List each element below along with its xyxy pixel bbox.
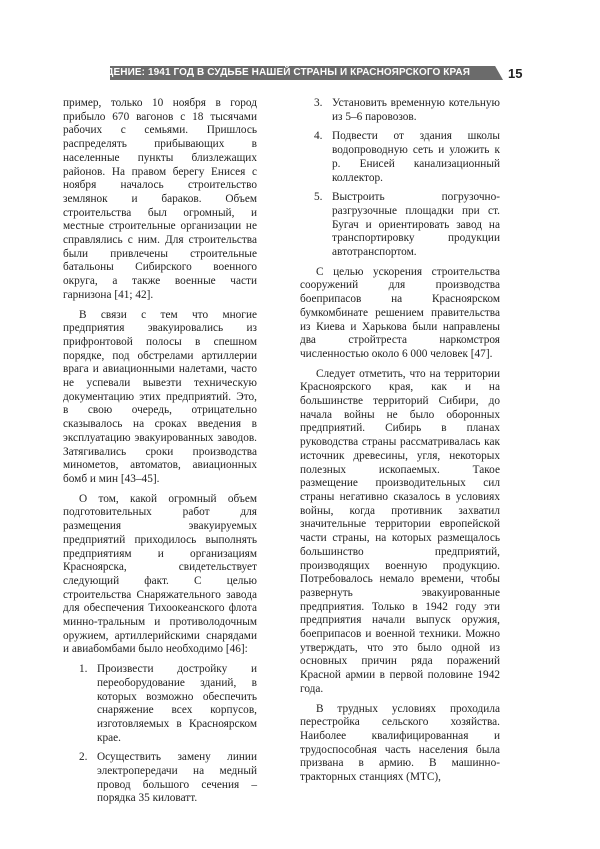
- page-number: 15: [508, 66, 523, 81]
- list-item: [314, 191, 500, 260]
- list-number: 1.: [79, 663, 88, 676]
- list-number: 3.: [314, 97, 323, 109]
- list-number: 2.: [79, 751, 88, 764]
- list-item-text: Осуществить замену линии электропередачи на медный провод большого сечения – порядка 35 киловатт.: [97, 751, 257, 805]
- paragraph: О том, какой огромный объем подготовительных работ для размещения эвакуируемых предприятий приходилось выполнять предприятиям и организациям Красноярска, свидетельствует следующий факт. С целью строительства Снаряжательного завода для обеспечения Тихоокеанского флота минно-тральным и противолодочным оружием, артиллерийскими снарядами и авиабомбами было необходимо [46]:: [63, 492, 257, 656]
- list-item: [79, 751, 257, 806]
- list-number: 4.: [314, 130, 323, 143]
- numbered-list: [79, 663, 257, 806]
- left-column: [63, 97, 257, 812]
- list-item: [314, 97, 500, 124]
- right-column: [300, 97, 500, 791]
- numbered-list: [314, 97, 500, 260]
- list-item: [79, 663, 257, 745]
- list-item-text: Произвести достройку и переоборудование зданий, в которых возможно обеспечить снаряжение всех корпусов, изготовляемых в Красноярском крае.: [97, 663, 257, 744]
- paragraph: С целью ускорения строительства сооружений для производства боеприпасов на Красноярском бумкомбинате решением правительства из Киева и Харькова были направлены два стройтреста наркомстроя численностью около 6 000 человек [47].: [300, 265, 500, 360]
- list-number: 5.: [314, 191, 323, 204]
- paragraph: Следует отметить, что на территории Красноярского края, как и на большинстве территорий Сибири, до начала войны не было оборонных предприятий. Сибирь в планах руководства страны рассматривалась как источник древесины, угля, некоторых полезных ископаемых. Такое размещение производительных сил страны негативно сказалось в условиях войны, когда противник захватил значительные территории европейской части страны, на которых размещалось большинство предприятий, производящих военную продукцию. Потребовалось немало времени, чтобы развернуть эвакуированные предприятия. Только в 1942 году эти предприятия начали выпуск оружия, боеприпасов и военной техники. Можно утверждать, что это было одной из основных причин ряда поражений Красной армии в первой половине 1942 года.: [300, 367, 500, 695]
- list-item-text: Выстроить погрузочно-разгрузочные площадки при ст. Бугач и ориентировать завод на транспортировку продукции автотранспортом.: [332, 191, 500, 259]
- paragraph: В трудных условиях проходила перестройка сельского хозяйства. Наиболее квалифицированная и трудоспособная часть населения была призвана в армию. В машинно-тракторных станциях (МТС),: [300, 702, 500, 784]
- list-item: [314, 130, 500, 185]
- list-item-text: Подвести от здания школы водопроводную сеть и уложить к р. Енисей канализационный коллектор.: [332, 130, 500, 184]
- paragraph: В связи с тем что многие предприятия эвакуировались из прифронтовой полосы в спешном порядке, под обстрелами артиллерии врага и авиационными налетами, часто не успевали вывезти техническую документацию этих предприятий. Это, в свою очередь, отрицательно сказывалось на сроках введения в эксплуатацию эвакуированных заводов. Затягивались сроки производства минометов, автоматов, авиационных бомб и мин [43–45].: [63, 308, 257, 485]
- paragraph: пример, только 10 ноября в город прибыло 670 вагонов с 18 тысячами рабочих с семьями. Пришлось распределять прибывающих в населенные пункты близлежащих районов. На правом берегу Енисея с ноября началось строительство землянок и бараков. Объем строительства был огромный, и местные строительные организации не справлялись с ним. Для строительства были привлечены строительные батальоны Сибирского военного округа, а также военные части гарнизона [41; 42].: [63, 97, 257, 301]
- running-header-title: ВВЕДЕНИЕ: 1941 ГОД В СУДЬБЕ НАШЕЙ СТРАНЫ И КРАСНОЯРСКОГО КРАЯ: [84, 67, 470, 78]
- list-item-text: Установить временную котельную из 5–6 паровозов.: [332, 97, 500, 123]
